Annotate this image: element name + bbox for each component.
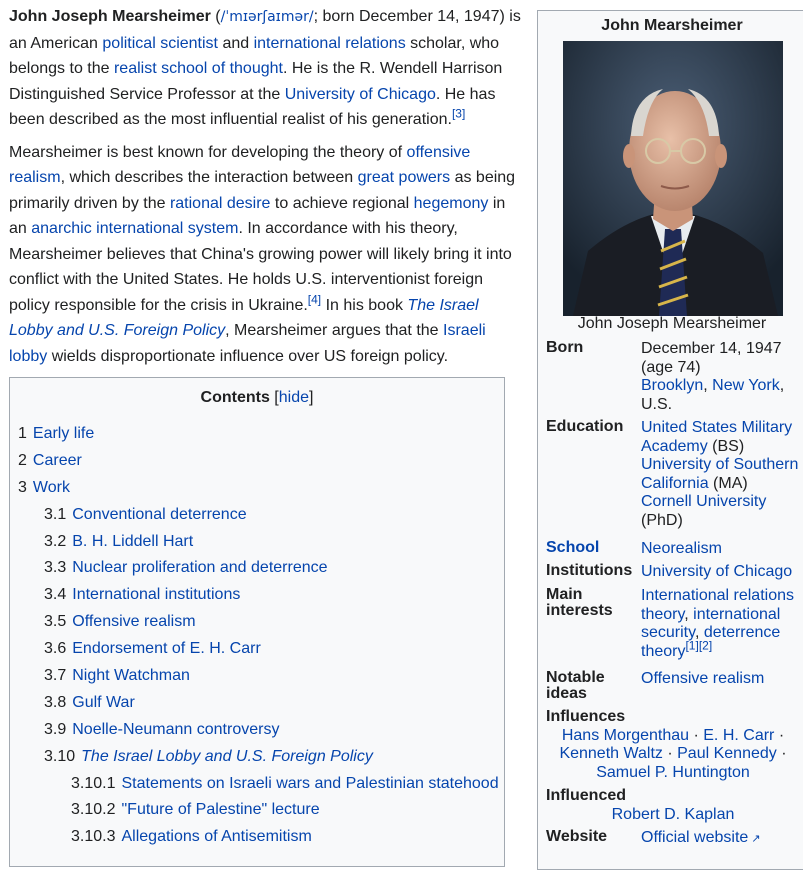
official-website-text: Official website [641,829,749,846]
text: , [703,377,713,394]
toc-item[interactable] [10,555,504,582]
toc-link[interactable]: Offensive realism [72,613,196,631]
ipa-pronunciation-link[interactable]: /ˈmɪərʃaɪmər/ [220,9,314,25]
text: , [779,377,785,394]
toc-link[interactable]: Nuclear proliferation and deterrence [72,559,328,577]
text: (PhD) [641,511,683,529]
subject-name: John Joseph Mearsheimer [9,8,211,25]
link-kennedy[interactable]: Paul Kennedy [677,745,777,762]
toc-list [10,421,504,851]
portrait-caption: John Joseph Mearsheimer [577,315,767,332]
link-israel-lobby-book[interactable]: The Israel Lobby and U.S. Foreign Policy [9,296,479,339]
toc-number: 2 [18,451,27,469]
born-value [641,340,803,414]
toc-number: 3.6 [44,640,67,658]
link-cornell[interactable]: Cornell University [641,493,767,510]
ideas-label: Notable ideas [546,669,605,702]
toc-item[interactable] [10,663,504,690]
toc-number: 3.4 [44,586,67,604]
toc-item[interactable] [10,609,504,636]
toc-number: 3.2 [44,532,67,550]
text: ] [309,389,314,406]
portrait-photo[interactable] [563,41,783,316]
link-university-of-chicago[interactable]: University of Chicago [284,85,436,103]
toc-link[interactable]: Career [32,451,82,469]
interests-value [641,587,803,661]
toc-item[interactable] [10,421,504,448]
link-institution-chicago[interactable]: University of Chicago [641,563,793,580]
education-label: Education [546,418,624,435]
toc-number: 3.10.3 [71,828,116,846]
reference-1[interactable]: [1] [685,638,699,653]
text: ; born December 14, 1947) is an American [9,8,521,52]
toc-heading: Contents [200,389,270,406]
link-anarchic-system[interactable]: anarchic international system [31,220,239,237]
toc-item[interactable] [10,636,504,663]
influenced-row [546,787,803,824]
toc-link[interactable]: Work [32,478,70,496]
toc-item[interactable] [10,475,504,502]
toc-number: 3.3 [44,559,67,577]
toc-item[interactable] [10,690,504,717]
text: [ [269,389,279,406]
toc-number: 3.10.2 [71,801,116,819]
infobox [537,10,803,870]
toc-number: 3.1 [44,505,67,523]
toc-title [10,389,504,407]
toc-number: 3.7 [44,667,67,685]
text: · [776,745,787,762]
toc-link[interactable]: "Future of Palestine" lecture [121,801,320,819]
born-age: (age 74) [641,358,701,376]
toc-link[interactable]: The Israel Lobby and U.S. Foreign Policy [81,747,373,765]
text: . He is the R. Wendell Harrison Distinguished Service Professor at the [9,60,503,103]
text: , Mearsheimer argues that the [225,322,444,339]
influences-row [546,708,803,782]
link-political-scientist[interactable]: political scientist [102,34,218,52]
link-deterrence-theory[interactable]: deterrence theory [641,624,781,660]
education-value [641,419,803,530]
link-hegemony[interactable]: hegemony [413,194,489,212]
link-carr[interactable]: E. H. Carr [703,726,775,744]
link-usc[interactable]: University of Southern California [641,456,799,492]
toc-link[interactable]: Allegations of Antisemitism [121,828,312,846]
text: . He has been described as the most influential realist of his generation. [9,85,496,128]
text: , which describes the interaction between [60,169,358,186]
text: In his book [321,296,408,314]
text: . In accordance with his theory, Mearsheimer believes that China's growing power will likely bring it into conflict with the United States. He holds U.S. interventionist foreign policy responsible for the crisis in Ukraine. [9,220,512,314]
born-country: U.S. [641,395,673,413]
text: (MA) [708,474,748,492]
link-new-york[interactable]: New York [712,377,780,394]
link-morgenthau[interactable]: Hans Morgenthau [561,726,690,744]
toc-number: 3.9 [44,720,67,738]
text: · [689,726,704,744]
text: scholar, who belongs to the [9,34,500,77]
toc-link[interactable]: Noelle-Neumann controversy [72,720,280,738]
reference-2[interactable]: [2] [698,638,713,653]
link-neorealism[interactable]: Neorealism [641,540,722,557]
interests-label: Main interests [546,586,613,619]
text: , [694,624,704,641]
toc-link[interactable]: B. H. Liddell Hart [72,532,194,550]
infobox-title: John Mearsheimer [601,17,743,34]
toc-number: 1 [18,425,27,442]
link-us-military-academy[interactable]: United States Military Academy [641,419,793,455]
born-label: Born [546,339,584,356]
website-label: Website [546,828,608,845]
toc-link[interactable]: Early life [32,425,95,442]
text: in an [9,194,506,237]
institutions-label: Institutions [546,562,633,579]
link-realist-school[interactable]: realist school of thought [113,60,283,77]
born-date: December 14, 1947 [641,340,782,357]
link-offensive-realism-idea[interactable]: Offensive realism [641,670,765,687]
link-offensive-realism[interactable]: offensive realism [9,143,471,186]
toc-link[interactable]: Conventional deterrence [72,505,247,523]
link-rational-desire[interactable]: rational desire [169,194,271,212]
link-international-security[interactable]: international security [641,605,781,641]
toc-number: 3.10 [44,747,76,765]
official-website-link[interactable] [641,829,761,846]
toc-number: 3.10.1 [71,774,116,792]
toc-number: 3.5 [44,613,67,631]
portrait-image [563,41,783,316]
lead-paragraph-1 [9,4,521,133]
text: to achieve regional [270,194,414,212]
link-huntington[interactable]: Samuel P. Huntington [596,763,750,781]
link-ir-theory[interactable]: International relations theory [641,587,794,623]
text: wields disproportionate influence over US foreign policy. [47,347,449,365]
toc-item[interactable] [10,502,504,529]
school-label-link[interactable]: School [546,539,600,556]
link-international-relations[interactable]: international relations [253,34,406,52]
toc-item[interactable] [10,797,504,824]
article-lead [9,4,521,376]
link-israeli-lobby[interactable]: Israeli lobby [9,322,486,365]
toc-link[interactable]: International institutions [72,586,241,604]
table-of-contents [9,377,505,867]
link-waltz[interactable]: Kenneth Waltz [559,745,663,762]
influenced-label: Influenced [546,787,627,804]
toc-number: 3 [18,478,27,496]
link-great-powers[interactable]: great powers [357,169,451,186]
reference-3[interactable]: [3] [451,106,466,121]
toc-link[interactable]: Endorsement of E. H. Carr [72,640,261,658]
lead-paragraph-2 [9,140,521,370]
text: and [218,34,254,52]
toc-item[interactable] [10,582,504,609]
text: Mearsheimer is best known for developing the theory of [9,143,407,161]
text: · [662,745,678,762]
text: ( [210,8,221,25]
toc-item[interactable] [10,448,504,475]
link-kaplan[interactable]: Robert D. Kaplan [611,805,735,823]
text: · [774,726,785,744]
text: as being primarily driven by the [9,169,516,212]
toc-link[interactable]: Gulf War [72,693,135,711]
toc-hide-link[interactable]: hide [278,389,309,406]
influences-value [546,727,800,783]
link-brooklyn[interactable]: Brooklyn [641,377,704,394]
toc-item[interactable] [10,824,504,851]
external-link-icon: ↗ [748,833,761,845]
text: (BS) [707,437,745,455]
toc-link[interactable]: Night Watchman [72,667,190,685]
text: , [684,605,694,623]
toc-item[interactable] [10,717,504,744]
toc-item[interactable] [10,771,504,798]
reference-4[interactable]: [4] [307,292,322,307]
toc-number: 3.8 [44,693,67,711]
toc-item[interactable] [10,529,504,556]
toc-link[interactable]: Statements on Israeli wars and Palestinian statehood [121,774,499,792]
influences-label: Influences [546,708,626,725]
toc-item[interactable] [10,744,504,771]
